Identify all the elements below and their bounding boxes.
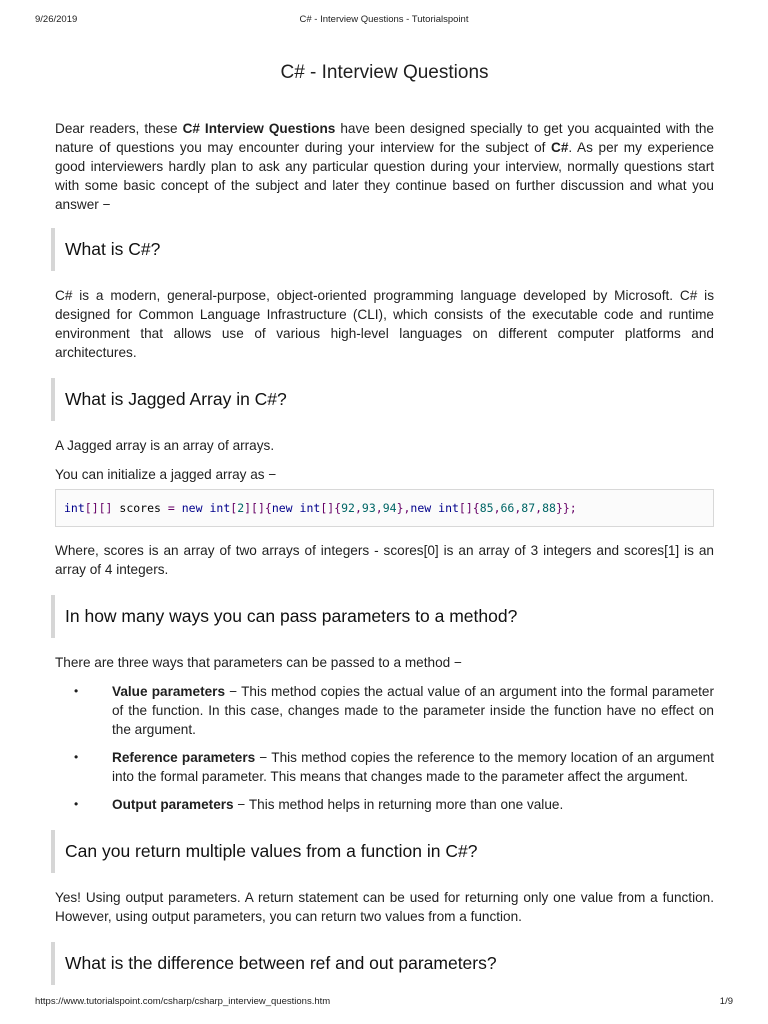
bullet-icon: •	[74, 684, 79, 698]
jagged-array-init-intro: You can initialize a jagged array as −	[55, 467, 277, 482]
jagged-array-explanation: Where, scores is an array of two arrays of integers - scores[0] is an array of 3 integers and scores[1] is an array of 4 integers.	[55, 543, 714, 577]
bullet-icon: •	[74, 750, 79, 764]
intro-text-2: have been designed specially to get you acquainted with the nature of questions you may encounter during your interview for the subject of	[55, 121, 714, 155]
question-heading-pass-parameters: In how many ways you can pass parameters to a method?	[51, 595, 714, 638]
intro-paragraph	[55, 119, 714, 214]
print-footer	[35, 996, 733, 1010]
pass-parameters-intro: There are three ways that parameters can be passed to a method −	[55, 655, 462, 670]
list-item-value-parameters	[55, 682, 714, 739]
bullet-icon: •	[74, 797, 79, 811]
print-header	[35, 14, 733, 28]
article-content	[55, 62, 714, 1000]
page-title: C# - Interview Questions	[280, 62, 489, 83]
term-value-parameters: Value parameters	[112, 684, 226, 699]
desc-output-parameters: − This method helps in returning more than one value.	[233, 797, 564, 812]
answer-what-is-csharp: C# is a modern, general-purpose, object-oriented programming language developed by Microsoft. C# is designed for Common Language Infrastructure (CLI), which consists of the executable code and runtime environment that allows use of various high-level languages on different computer platforms and architectures.	[55, 288, 714, 360]
answer-multiple-return-values: Yes! Using output parameters. A return statement can be used for returning only one value from a function. However, using output parameters, you can return two values from a function.	[55, 890, 714, 924]
parameter-types-list	[55, 682, 714, 814]
desc-value-parameters: − This method copies the actual value of an argument into the formal parameter of the function. In this case, changes made to the parameter inside the function have no effect on the argument.	[112, 684, 715, 737]
intro-bold-1: C# Interview Questions	[182, 121, 336, 136]
print-doc-title: C# - Interview Questions - Tutorialspoint	[299, 14, 469, 25]
page-number: 1/9	[719, 996, 733, 1007]
question-heading-multiple-return-values: Can you return multiple values from a function in C#?	[51, 830, 714, 873]
intro-text-3: . As per my experience good interviewers hardly plan to ask any particular question during your interview, normally questions start with some basic concept of the subject and later they continue based on further discussion and what you answer −	[55, 140, 714, 212]
list-item-output-parameters	[55, 795, 714, 814]
jagged-array-definition: A Jagged array is an array of arrays.	[55, 438, 275, 453]
term-reference-parameters: Reference parameters	[112, 750, 256, 765]
print-date: 9/26/2019	[35, 14, 78, 25]
term-output-parameters: Output parameters	[112, 797, 234, 812]
question-heading-jagged-array: What is Jagged Array in C#?	[51, 378, 714, 421]
desc-reference-parameters: − This method copies the reference to the memory location of an argument into the formal parameter. This means that changes made to the parameter affect the argument.	[112, 750, 714, 784]
intro-text-1: Dear readers, these	[55, 121, 183, 136]
intro-bold-2: C#	[551, 140, 569, 155]
question-heading-what-is-csharp: What is C#?	[51, 228, 714, 271]
print-url: https://www.tutorialspoint.com/csharp/csharp_interview_questions.htm	[35, 996, 331, 1007]
code-block-jagged-array: int[][] scores = new int[2][]{new int[]{92,93,94},new int[]{85,66,87,88}};	[55, 489, 714, 527]
question-heading-ref-vs-out: What is the difference between ref and out parameters?	[51, 942, 714, 985]
list-item-reference-parameters	[55, 748, 714, 786]
